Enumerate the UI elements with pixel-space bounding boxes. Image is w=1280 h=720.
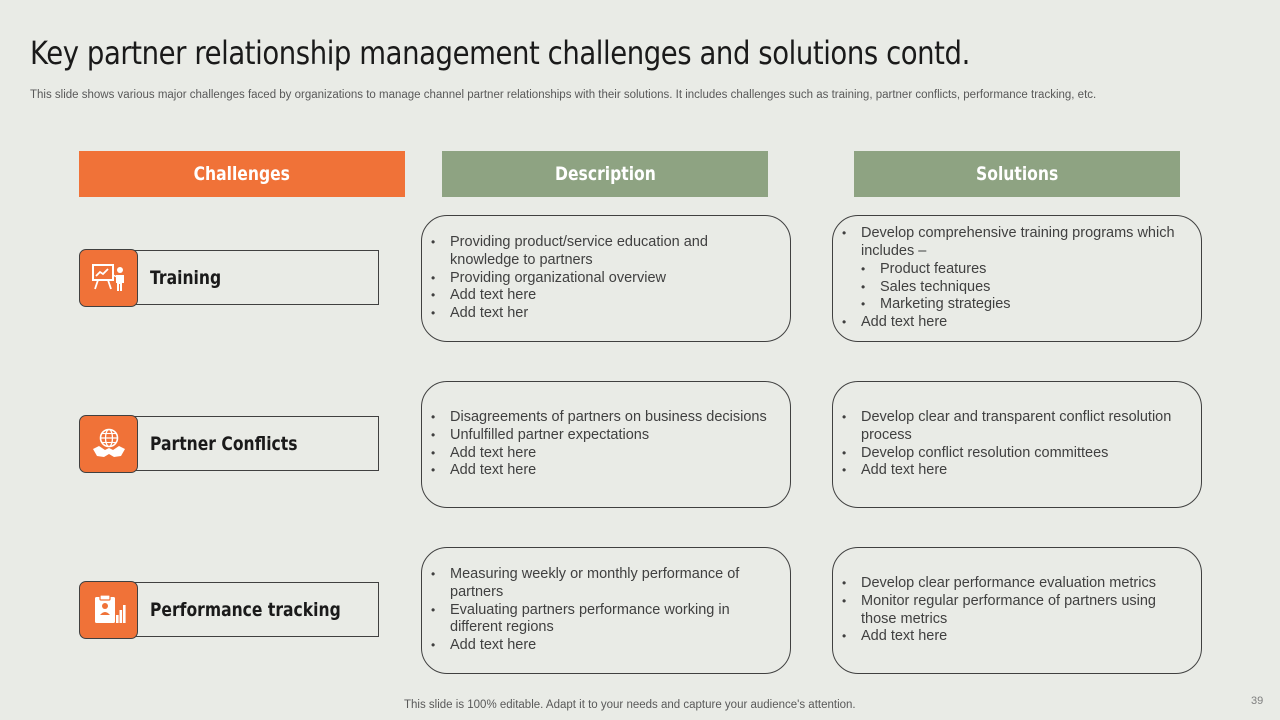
list-item: • Add text her <box>422 305 790 323</box>
challenge-label: Training <box>150 266 222 289</box>
solution-card <box>832 381 1202 508</box>
list-item: • Add text here <box>833 462 1201 480</box>
list-item: • Providing organizational overview <box>422 270 790 288</box>
header-challenges-label: Challenges <box>193 163 291 185</box>
description-card <box>421 381 791 508</box>
list-item: • Add text here <box>833 314 1201 332</box>
list-item: • Add text here <box>422 287 790 305</box>
list-item: • Evaluating partners performance working in different regions <box>422 602 790 638</box>
description-card <box>421 547 791 674</box>
sub-list-item: • Product features <box>833 261 1201 279</box>
list-item: • Develop clear and transparent conflict resolution process <box>833 409 1201 445</box>
clipboard-chart-icon <box>79 581 138 639</box>
challenge-training <box>79 249 379 307</box>
list-item: • Monitor regular performance of partners using those metrics <box>833 593 1201 629</box>
list-item: • Measuring weekly or monthly performance of partners <box>422 566 790 602</box>
description-list <box>422 234 790 323</box>
list-item: • Add text here <box>422 445 790 463</box>
list-item: • Develop conflict resolution committees <box>833 445 1201 463</box>
list-item: • Add text here <box>422 462 790 480</box>
sub-list-item: • Sales techniques <box>833 279 1201 297</box>
header-challenges <box>79 151 405 197</box>
challenge-label-box <box>115 250 379 305</box>
solution-list <box>833 575 1201 646</box>
description-list <box>422 409 790 480</box>
description-card <box>421 215 791 342</box>
list-item: • Unfulfilled partner expectations <box>422 427 790 445</box>
challenge-performance-tracking <box>79 581 379 639</box>
header-description <box>442 151 768 197</box>
presentation-icon <box>79 249 138 307</box>
page-number: 39 <box>1251 695 1264 707</box>
handshake-globe-icon <box>79 415 138 473</box>
description-list <box>422 566 790 655</box>
sub-list-item: • Marketing strategies <box>833 296 1201 314</box>
header-solutions-label: Solutions <box>975 163 1059 185</box>
solution-list <box>833 409 1201 480</box>
list-item: • Develop clear performance evaluation metrics <box>833 575 1201 593</box>
list-item: • Develop comprehensive training programs which includes – <box>833 225 1201 261</box>
header-description-label: Description <box>554 163 656 185</box>
solution-list <box>833 225 1201 332</box>
challenge-partner-conflicts <box>79 415 379 473</box>
slide-subtitle: This slide shows various major challenges faced by organizations to manage channel partner relationships with their solutions. It includes challenges such as training, partner conflicts, performance tracking, etc. <box>30 89 1097 101</box>
challenge-label-box <box>115 582 379 637</box>
slide-title: Key partner relationship management challenges and solutions contd. <box>30 34 970 72</box>
challenge-label: Performance tracking <box>150 598 341 621</box>
list-item: • Providing product/service education and knowledge to partners <box>422 234 790 270</box>
list-item: • Add text here <box>422 637 790 655</box>
solution-card <box>832 215 1202 342</box>
list-item: • Disagreements of partners on business decisions <box>422 409 790 427</box>
challenge-label-box <box>115 416 379 471</box>
list-item: • Add text here <box>833 628 1201 646</box>
header-solutions <box>854 151 1180 197</box>
slide-footer: This slide is 100% editable. Adapt it to your needs and capture your audience's attention. <box>404 699 856 711</box>
challenge-label: Partner Conflicts <box>150 432 298 455</box>
solution-card <box>832 547 1202 674</box>
